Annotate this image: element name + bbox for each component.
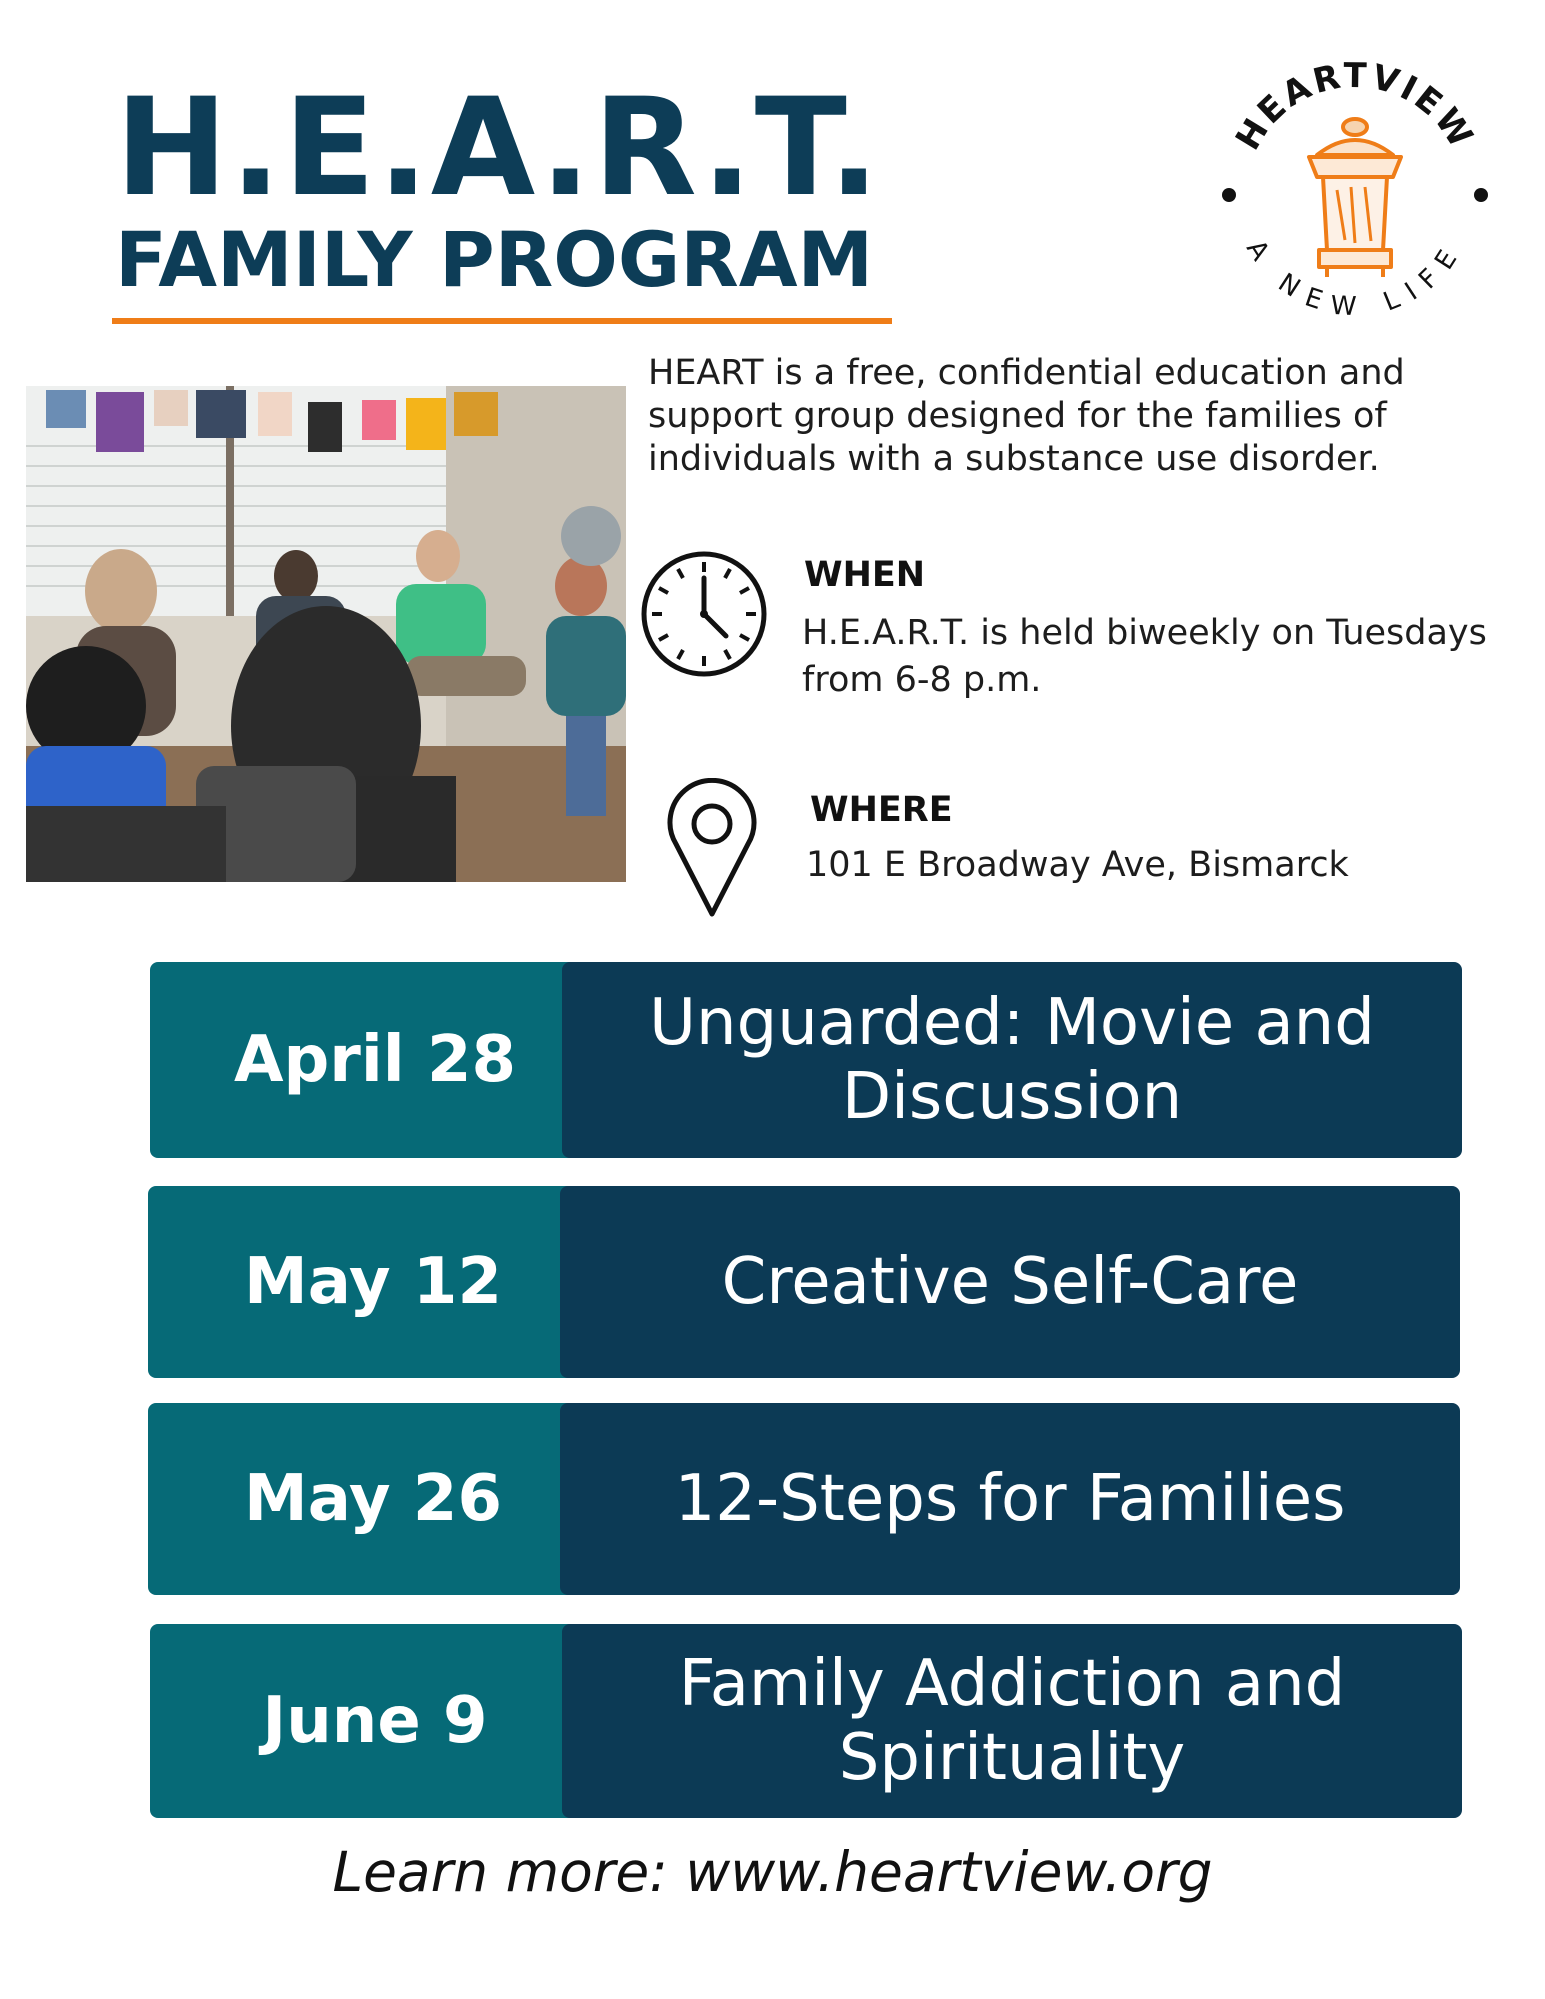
group-photo (26, 386, 626, 882)
schedule-topic: Creative Self-Care (721, 1245, 1299, 1319)
schedule-date: May 12 (244, 1245, 502, 1319)
clock-icon (638, 548, 770, 680)
schedule-topic-box (562, 1624, 1462, 1818)
schedule-row (148, 1186, 1460, 1378)
schedule-row (150, 1624, 1462, 1818)
heartview-logo (1205, 45, 1505, 335)
schedule-row (148, 1403, 1460, 1595)
schedule-topic: Family Addiction and Spirituality (678, 1647, 1346, 1795)
when-text: H.E.A.R.T. is held biweekly on Tuesdays from 6-8 p.m. (802, 613, 1487, 700)
schedule-topic-box (560, 1186, 1460, 1378)
when-label: WHEN (804, 555, 926, 595)
page-subtitle: FAMILY PROGRAM (115, 215, 874, 304)
schedule-date-box (148, 1186, 598, 1378)
footer-link[interactable]: Learn more: www.heartview.org (332, 1840, 1213, 1904)
schedule-topic: 12-Steps for Families (674, 1462, 1346, 1536)
schedule-date: April 28 (233, 1023, 517, 1097)
location-pin-icon (664, 778, 760, 920)
title-underline (112, 318, 892, 324)
schedule-topic-box (560, 1403, 1460, 1595)
where-label: WHERE (810, 790, 953, 830)
intro-paragraph: HEART is a free, confidential education and support group designed for the families of individuals with a substance use disorder. (648, 353, 1405, 479)
where-text: 101 E Broadway Ave, Bismarck (806, 845, 1349, 885)
schedule-date-box (150, 1624, 600, 1818)
logo-tagline: A NEW LIFE (1240, 234, 1470, 323)
schedule-row (150, 962, 1462, 1158)
schedule-date: May 26 (244, 1462, 502, 1536)
logo-brand: HEARTVIEW (1228, 55, 1482, 158)
schedule-topic-box (562, 962, 1462, 1158)
page-title: H.E.A.R.T. (115, 69, 882, 226)
schedule-date-box (148, 1403, 598, 1595)
schedule-topic: Unguarded: Movie and Discussion (649, 986, 1375, 1134)
lantern-icon (1205, 45, 1505, 335)
schedule-date: June 9 (262, 1684, 488, 1758)
schedule-date-box (150, 962, 600, 1158)
